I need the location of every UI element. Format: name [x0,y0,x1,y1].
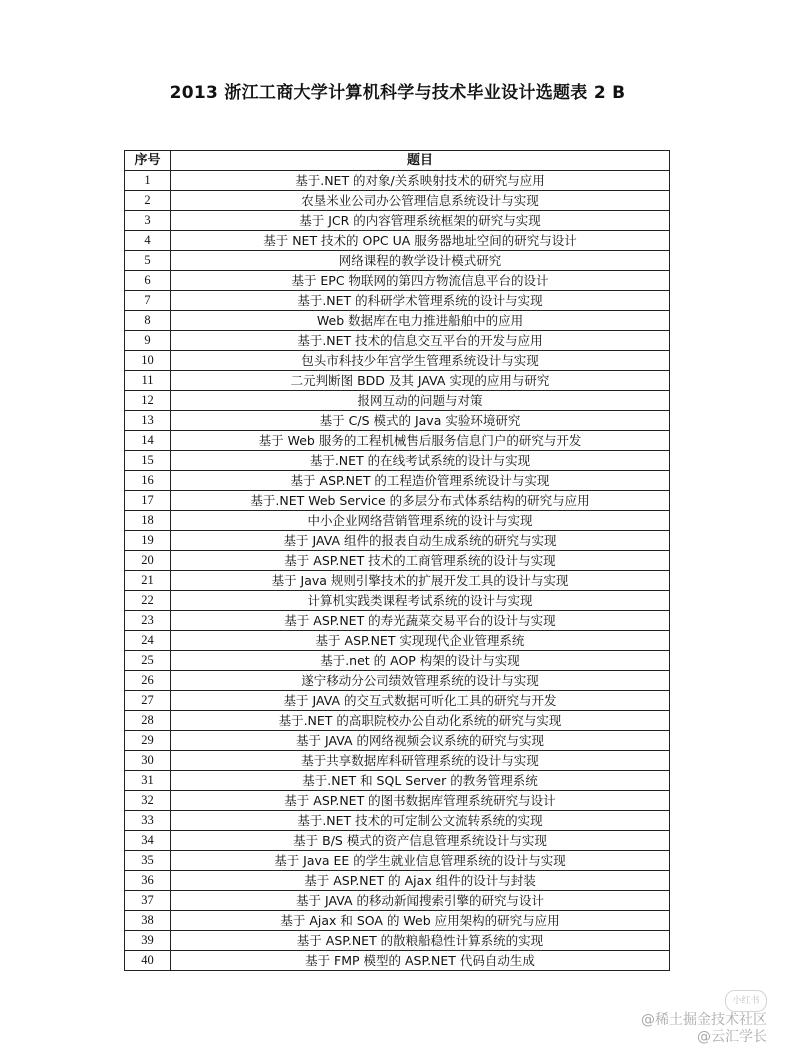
row-topic: 中小企业网络营销管理系统的设计与实现 [171,511,670,531]
page-title: 2013 浙江工商大学计算机科学与技术毕业设计选题表 2 B [169,83,626,103]
row-number: 6 [125,271,171,291]
row-number: 32 [125,791,171,811]
row-number: 35 [125,851,171,871]
table-row [125,711,670,731]
row-topic: 基于 JCR 的内容管理系统框架的研究与实现 [171,211,670,231]
row-number: 7 [125,291,171,311]
row-number: 25 [125,651,171,671]
row-topic: 农垦米业公司办公管理信息系统设计与实现 [171,191,670,211]
table-row [125,751,670,771]
row-number: 10 [125,351,171,371]
table-row [125,651,670,671]
row-number: 17 [125,491,171,511]
table-row [125,591,670,611]
row-number: 12 [125,391,171,411]
row-topic: 基于 JAVA 组件的报表自动生成系统的研究与实现 [171,531,670,551]
row-topic: 基于.NET 和 SQL Server 的教务管理系统 [171,771,670,791]
table-row [125,291,670,311]
row-topic: 二元判断图 BDD 及其 JAVA 实现的应用与研究 [171,371,670,391]
row-topic: 基于 ASP.NET 实现现代企业管理系统 [171,631,670,651]
row-topic: 基于.net 的 AOP 构架的设计与实现 [171,651,670,671]
table-row [125,351,670,371]
row-topic: 遂宁移动分公司绩效管理系统的设计与实现 [171,671,670,691]
row-number: 23 [125,611,171,631]
table-row [125,231,670,251]
row-number: 31 [125,771,171,791]
watermark-line-2: @云汇学长 [697,1029,767,1045]
row-number: 18 [125,511,171,531]
row-number: 27 [125,691,171,711]
row-number: 11 [125,371,171,391]
row-topic: 网络课程的教学设计模式研究 [171,251,670,271]
table-row [125,811,670,831]
table-row [125,571,670,591]
table-row [125,551,670,571]
row-topic: 基于 Ajax 和 SOA 的 Web 应用架构的研究与应用 [171,911,670,931]
row-topic: 基于 JAVA 的网络视频会议系统的研究与实现 [171,731,670,751]
table-row [125,471,670,491]
table-row [125,871,670,891]
row-number: 26 [125,671,171,691]
row-topic: 基于 JAVA 的交互式数据可听化工具的研究与开发 [171,691,670,711]
row-topic: 报网互动的问题与对策 [171,391,670,411]
watermark-logo: 小红书 [725,990,767,1012]
row-topic: 基于.NET 的科研学术管理系统的设计与实现 [171,291,670,311]
row-number: 24 [125,631,171,651]
table-row [125,171,670,191]
row-number: 13 [125,411,171,431]
table-row [125,391,670,411]
row-topic: 基于 ASP.NET 技术的工商管理系统的设计与实现 [171,551,670,571]
table-row [125,191,670,211]
row-topic: 基于 ASP.NET 的图书数据库管理系统研究与设计 [171,791,670,811]
row-number: 4 [125,231,171,251]
row-number: 21 [125,571,171,591]
table-row [125,831,670,851]
row-number: 16 [125,471,171,491]
header-number: 序号 [125,151,171,171]
row-number: 37 [125,891,171,911]
table-row [125,691,670,711]
row-topic: 基于共享数据库科研管理系统的设计与实现 [171,751,670,771]
row-number: 22 [125,591,171,611]
row-number: 5 [125,251,171,271]
row-topic: 包头市科技少年宫学生管理系统设计与实现 [171,351,670,371]
table-row [125,531,670,551]
row-topic: 基于 B/S 模式的资产信息管理系统设计与实现 [171,831,670,851]
row-number: 8 [125,311,171,331]
table-row [125,311,670,331]
watermark [641,1012,767,1046]
row-number: 20 [125,551,171,571]
table-row [125,851,670,871]
table-row [125,951,670,971]
row-number: 28 [125,711,171,731]
row-topic: 基于.NET 的高职院校办公自动化系统的研究与实现 [171,711,670,731]
row-number: 1 [125,171,171,191]
table-row [125,671,670,691]
table-row [125,911,670,931]
row-topic: Web 数据库在电力推进船舶中的应用 [171,311,670,331]
row-number: 29 [125,731,171,751]
table-row [125,771,670,791]
table-row [125,371,670,391]
row-number: 15 [125,451,171,471]
table-row [125,211,670,231]
row-topic: 基于 Java EE 的学生就业信息管理系统的设计与实现 [171,851,670,871]
row-topic: 基于 JAVA 的移动新闻搜索引擎的研究与设计 [171,891,670,911]
row-number: 14 [125,431,171,451]
row-topic: 基于 ASP.NET 的 Ajax 组件的设计与封装 [171,871,670,891]
table-row [125,431,670,451]
row-topic: 基于.NET 的在线考试系统的设计与实现 [171,451,670,471]
row-number: 19 [125,531,171,551]
row-number: 40 [125,951,171,971]
row-number: 36 [125,871,171,891]
row-topic: 基于 NET 技术的 OPC UA 服务器地址空间的研究与设计 [171,231,670,251]
row-number: 33 [125,811,171,831]
watermark-line-1: @稀土掘金技术社区 [641,1012,767,1028]
row-number: 39 [125,931,171,951]
row-topic: 基于 C/S 模式的 Java 实验环境研究 [171,411,670,431]
table-row [125,331,670,351]
row-topic: 计算机实践类课程考试系统的设计与实现 [171,591,670,611]
row-number: 38 [125,911,171,931]
row-topic: 基于 Web 服务的工程机械售后服务信息门户的研究与开发 [171,431,670,451]
row-number: 34 [125,831,171,851]
row-topic: 基于 EPC 物联网的第四方物流信息平台的设计 [171,271,670,291]
row-topic: 基于.NET Web Service 的多层分布式体系结构的研究与应用 [171,491,670,511]
table-body [125,171,670,971]
table-row [125,451,670,471]
table-row [125,251,670,271]
row-number: 2 [125,191,171,211]
row-number: 30 [125,751,171,771]
table-row [125,891,670,911]
topics-table [124,150,670,971]
row-topic: 基于.NET 的对象/关系映射技术的研究与应用 [171,171,670,191]
row-number: 9 [125,331,171,351]
row-topic: 基于.NET 技术的信息交互平台的开发与应用 [171,331,670,351]
table-row [125,411,670,431]
row-topic: 基于 ASP.NET 的工程造价管理系统设计与实现 [171,471,670,491]
table-row [125,931,670,951]
table-row [125,731,670,751]
table-row [125,791,670,811]
row-topic: 基于 ASP.NET 的寿光蔬菜交易平台的设计与实现 [171,611,670,631]
row-topic: 基于 FMP 模型的 ASP.NET 代码自动生成 [171,951,670,971]
header-topic: 题目 [171,151,670,171]
row-topic: 基于 Java 规则引擎技术的扩展开发工具的设计与实现 [171,571,670,591]
table-row [125,631,670,651]
row-topic: 基于 ASP.NET 的散粮船稳性计算系统的实现 [171,931,670,951]
table-row [125,611,670,631]
row-number: 3 [125,211,171,231]
table-row [125,271,670,291]
table-row [125,491,670,511]
table-row [125,511,670,531]
row-topic: 基于.NET 技术的可定制公文流转系统的实现 [171,811,670,831]
table-header-row [125,151,670,171]
